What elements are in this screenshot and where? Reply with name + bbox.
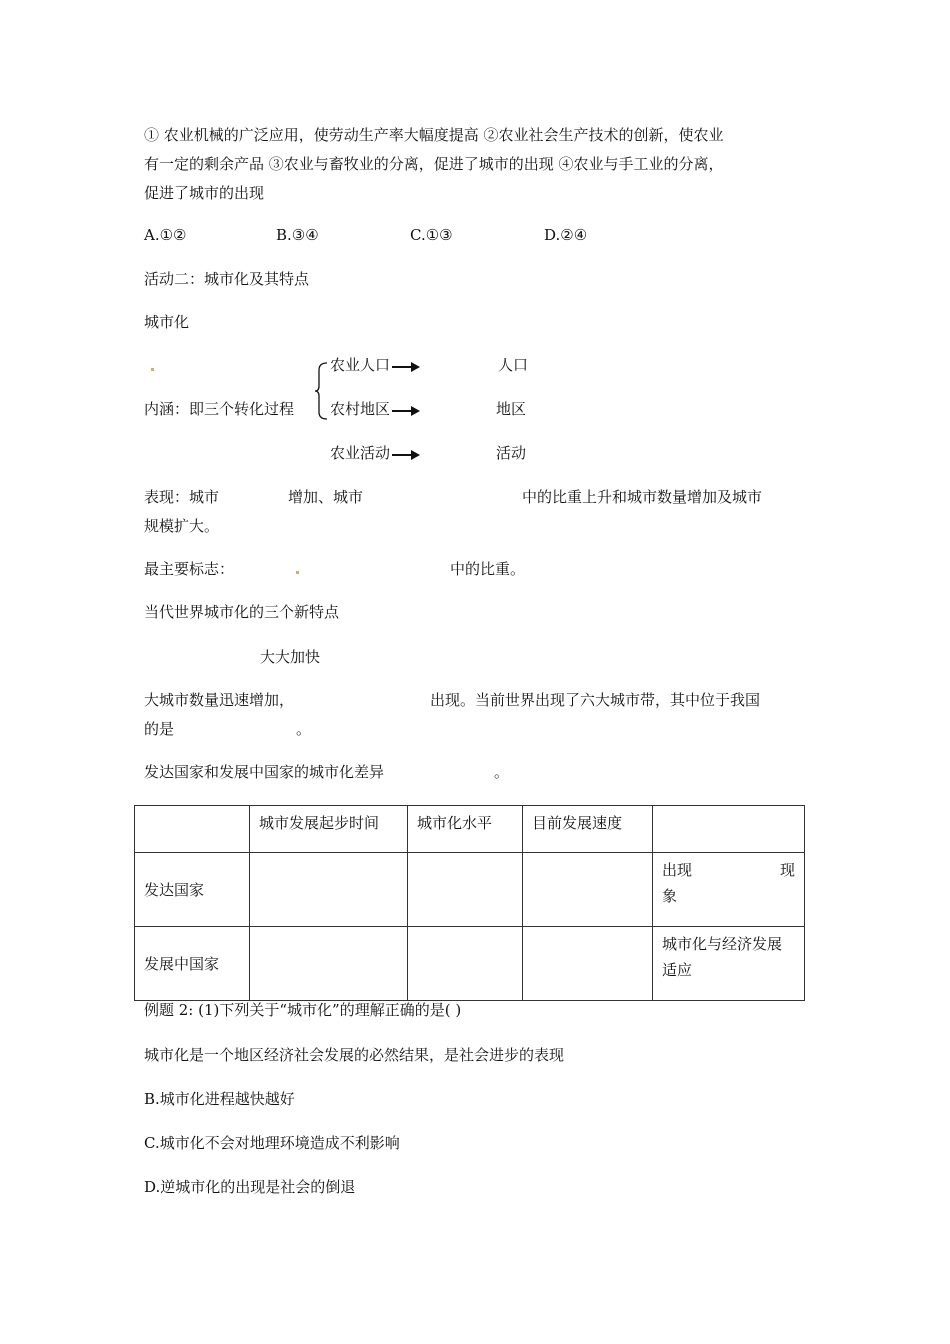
table-header-cell — [653, 806, 805, 853]
table-cell: 城市化与经济发展适应 — [653, 927, 805, 1001]
table-cell-text: 象 — [662, 887, 678, 905]
connotation-from-1: 农业人口 — [330, 356, 391, 374]
urbanization-heading: 城市化 — [144, 313, 190, 331]
table-row — [135, 927, 805, 1001]
q1-line-3: 促进了城市的出现 — [144, 184, 265, 202]
example-2-option-a: 城市化是一个地区经济社会发展的必然结果，是社会进步的表现 — [144, 1046, 565, 1064]
performance-part-3: 中的比重上升和城市数量增加及城市 — [522, 488, 763, 506]
connotation-to-3: 活动 — [496, 444, 527, 462]
example-2-option-b: B.城市化进程越快越好 — [144, 1090, 295, 1108]
marker-dot — [296, 571, 299, 574]
arrow-icon — [392, 366, 412, 368]
table-cell — [408, 853, 523, 927]
table-header-row — [135, 806, 805, 853]
q1-line-1: ① 农业机械的广泛应用，使劳动生产率大幅度提高 ②农业社会生产技术的创新，使农业 — [144, 126, 724, 144]
arrow-icon — [392, 410, 412, 412]
activity-2-title: 活动二：城市化及其特点 — [144, 270, 310, 288]
main-sign-label: 最主要标志： — [144, 560, 235, 578]
arrow-icon — [392, 454, 412, 456]
marker-dot — [151, 368, 154, 371]
main-sign-tail: 中的比重。 — [450, 560, 526, 578]
performance-part-2: 增加、城市 — [288, 488, 364, 506]
example-2-option-d: D.逆城市化的出现是社会的倒退 — [144, 1178, 356, 1196]
big-city-part-2: 出现。当前世界出现了六大城市带，其中位于我国 — [430, 691, 761, 709]
connotation-to-1: 人口 — [498, 356, 529, 374]
table-cell — [408, 927, 523, 1001]
table-header-cell — [135, 806, 250, 853]
big-city-part-4: 。 — [296, 720, 312, 738]
table-cell — [523, 853, 653, 927]
table-header-cell: 目前发展速度 — [523, 806, 653, 853]
table-cell-text: 出现 — [662, 861, 693, 879]
table-cell — [523, 927, 653, 1001]
difference-label: 发达国家和发展中国家的城市化差异 — [144, 763, 385, 781]
q1-line-2: 有一定的剩余产品 ③农业与畜牧业的分离，促进了城市的出现 ④农业与手工业的分离， — [144, 155, 724, 173]
example-2-option-c: C.城市化不会对地理环境造成不利影响 — [144, 1134, 400, 1152]
table-row — [135, 853, 805, 927]
table-cell — [250, 927, 408, 1001]
q1-option-b: B.③④ — [276, 226, 319, 244]
connotation-from-2: 农村地区 — [330, 400, 391, 418]
connotation-from-3: 农业活动 — [330, 444, 391, 462]
table-row-label: 发展中国家 — [135, 927, 250, 1001]
table-cell-text: 现 — [779, 861, 795, 879]
performance-part-1: 表现：城市 — [144, 488, 220, 506]
performance-part-4: 规模扩大。 — [144, 517, 220, 535]
table-header-cell: 城市发展起步时间 — [250, 806, 408, 853]
connotation-to-2: 地区 — [496, 400, 527, 418]
connotation-label: 内涵：即三个转化过程 — [144, 400, 295, 418]
q1-option-c: C.①③ — [410, 226, 453, 244]
big-city-part-3: 的是 — [144, 720, 175, 738]
table-header-cell: 城市化水平 — [408, 806, 523, 853]
comparison-table — [134, 805, 805, 1001]
difference-end: 。 — [494, 763, 510, 781]
q1-option-a: A.①② — [144, 226, 187, 244]
example-2-stem: 例题 2: (1)下列关于“城市化”的理解正确的是( ) — [144, 1001, 462, 1019]
new-features-title: 当代世界城市化的三个新特点 — [144, 603, 340, 621]
q1-option-d: D.②④ — [544, 226, 588, 244]
big-city-part-1: 大城市数量迅速增加， — [144, 691, 295, 709]
table-cell — [653, 853, 805, 927]
table-cell — [250, 853, 408, 927]
table-row-label: 发达国家 — [135, 853, 250, 927]
speed-text: 大大加快 — [260, 648, 321, 666]
left-brace-icon — [314, 362, 328, 420]
